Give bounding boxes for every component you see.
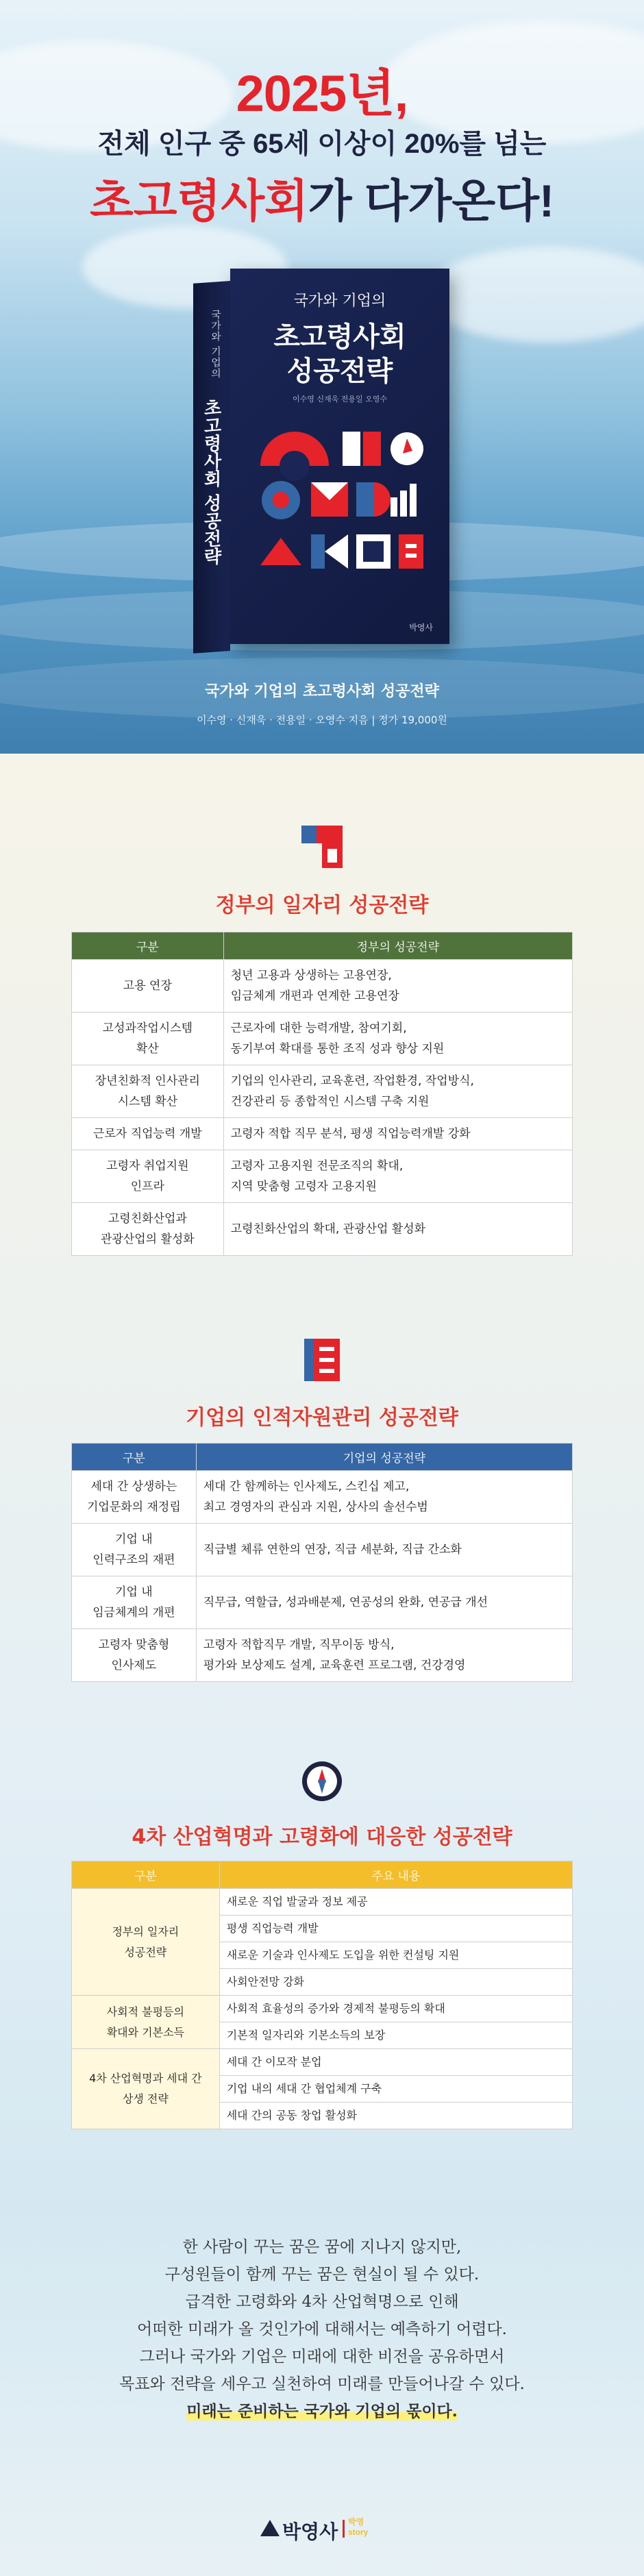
table-row [72, 1524, 573, 1576]
hero-year: 2025년, [236, 65, 408, 122]
spine-subtitle: 국가와 기업의 [210, 308, 222, 380]
headline-rest: 가 다가온다! [308, 175, 554, 226]
table-row [72, 1471, 573, 1524]
row-strategy: 직급별 체류 연한의 연장, 직급 세분화, 직급 간소화 [196, 1524, 572, 1576]
headline-red: 초고령사회 [90, 175, 308, 226]
group-item: 새로운 기술과 인사제도 도입을 위한 컨설팅 지원 [219, 1942, 572, 1969]
book-caption: 국가와 기업의 초고령사회 성공전략 [205, 683, 439, 700]
row-strategy: 청년 고용과 상생하는 고용연장, 임금체계 개편과 연계한 고용연장 [223, 960, 572, 1013]
closing-highlight: 미래는 준비하는 국가와 기업의 몫이다. [186, 2402, 458, 2420]
row-category: 고령친화산업과 관광산업의 활성화 [72, 1203, 224, 1256]
spine-title: 초고령사회 성공전략 [201, 397, 221, 567]
group-label: 사회적 불평등의 확대와 기본소득 [72, 1996, 220, 2049]
book-spine [193, 281, 230, 654]
row-strategy: 세대 간 함께하는 인사제도, 스킨십 제고, 최고 경영자의 관심과 지원, 상사의 솔선수범 [196, 1471, 572, 1524]
cover-publisher: 박영사 [409, 623, 433, 632]
table-row [72, 1576, 573, 1629]
row-category: 기업 내 인력구조의 재편 [72, 1524, 197, 1576]
row-category: 기업 내 임금체계의 개편 [72, 1576, 197, 1629]
book-authors-price: 이수영 · 신재욱 · 전용일 · 오영수 지음 | 정가 19,000원 [197, 714, 447, 726]
closing-line: 급격한 고령화와 4차 산업혁명으로 인해 [185, 2293, 459, 2311]
row-strategy: 고령친화산업의 확대, 관광산업 활성화 [223, 1203, 572, 1256]
table-row [72, 1065, 573, 1118]
section2-table [71, 1443, 573, 1682]
group-item: 새로운 직업 발굴과 정보 제공 [219, 1889, 572, 1916]
closing-message [0, 2233, 644, 2425]
table-row [72, 960, 573, 1013]
hero-headline [0, 164, 644, 230]
table-row [72, 1996, 573, 2022]
table-header: 구분 [72, 1444, 197, 1471]
row-strategy: 고령자 적합직무 개발, 직무이동 방식, 평가와 보상제도 설계, 교육훈련 프로그램, 건강경영 [196, 1629, 572, 1682]
hero-banner [0, 0, 644, 754]
group-item: 세대 간 이모작 분업 [219, 2049, 572, 2076]
row-strategy: 고령자 적합 직무 분석, 평생 직업능력개발 강화 [223, 1118, 572, 1150]
table-header: 구분 [72, 1861, 220, 1889]
closing-line: 그러나 국가와 기업은 미래에 대한 비전을 공유하면서 [139, 2348, 505, 2366]
section1-table [71, 932, 573, 1256]
group-item: 평생 직업능력 개발 [219, 1916, 572, 1942]
section3-table [71, 1861, 573, 2129]
table-header: 정부의 성공전략 [223, 932, 572, 960]
table-row [72, 1118, 573, 1150]
row-category: 세대 간 상생하는 기업문화의 재정립 [72, 1471, 197, 1524]
footer-publisher-name: 박영사 [282, 2521, 338, 2542]
cover-pattern-icon [253, 418, 426, 589]
footer-logo [260, 2516, 397, 2543]
cover-line2: 초고령사회 [273, 321, 406, 353]
table-header: 기업의 성공전략 [196, 1444, 572, 1471]
closing-line: 구성원들이 함께 꾸는 꿈은 현실이 될 수 있다. [164, 2266, 480, 2283]
book-image [193, 269, 454, 652]
row-category: 고령자 취업지원 인프라 [72, 1150, 224, 1203]
table-row [72, 1203, 573, 1256]
section3-title: 4차 산업혁명과 고령화에 대응한 성공전략 [132, 1825, 512, 1849]
cover-line3: 성공전략 [286, 356, 393, 387]
footer-story-mark: 박영 story [348, 2517, 369, 2537]
closing-line: 목표와 전략을 세우고 실천하여 미래를 만들어나갈 수 있다. [119, 2375, 525, 2393]
book-cover [230, 269, 449, 644]
table-row [72, 2049, 573, 2076]
row-strategy: 직무급, 역할급, 성과배분제, 연공성의 완화, 연공급 개선 [196, 1576, 572, 1629]
section2-title: 기업의 인적자원관리 성공전략 [186, 1406, 458, 1430]
table-header: 주요 내용 [219, 1861, 572, 1889]
section3-compass-icon [301, 1761, 343, 1802]
group-item: 세대 간의 공동 창업 활성화 [219, 2103, 572, 2129]
group-label: 4차 산업혁명과 세대 간 상생 전략 [72, 2049, 220, 2129]
cover-line1: 국가와 기업의 [293, 293, 386, 310]
section1-icon [301, 826, 343, 868]
closing-line: 한 사람이 꾸는 꿈은 꿈에 지나지 않지만, [182, 2238, 462, 2256]
row-category: 고성과작업시스템 확산 [72, 1013, 224, 1065]
row-category: 고용 연장 [72, 960, 224, 1013]
group-item: 사회안전망 강화 [219, 1969, 572, 1996]
section2-icon [304, 1339, 340, 1381]
row-strategy: 고령자 고용지원 전문조직의 확대, 지역 맞춤형 고령자 고용지원 [223, 1150, 572, 1203]
cover-authors: 이수영 신재욱 전용일 오영수 [292, 395, 387, 404]
section1-title: 정부의 일자리 성공전략 [215, 893, 429, 917]
table-row [72, 1013, 573, 1065]
table-row [72, 1150, 573, 1203]
group-item: 사회적 효율성의 증가와 경제적 불평등의 확대 [219, 1996, 572, 2022]
closing-last-line [0, 2398, 644, 2425]
closing-line: 어떠한 미래가 올 것인가에 대해서는 예측하기 어렵다. [137, 2320, 507, 2338]
row-category: 고령자 맞춤형 인사제도 [72, 1629, 197, 1682]
row-category: 근로자 직업능력 개발 [72, 1118, 224, 1150]
table-row [72, 1889, 573, 1916]
group-item: 기업 내의 세대 간 협업체계 구축 [219, 2076, 572, 2103]
row-category: 장년친화적 인사관리 시스템 확산 [72, 1065, 224, 1118]
table-row [72, 1629, 573, 1682]
group-label: 정부의 일자리 성공전략 [72, 1889, 220, 1996]
group-item: 기본적 일자리와 기본소득의 보장 [219, 2022, 572, 2049]
hero-subtitle: 전체 인구 중 65세 이상이 20%를 넘는 [97, 129, 547, 159]
row-strategy: 근로자에 대한 능력개발, 참여기회, 동기부여 확대를 통한 조직 성과 향상 지원 [223, 1013, 572, 1065]
publisher-logo-icon [260, 2520, 280, 2536]
row-strategy: 기업의 인사관리, 교육훈련, 작업환경, 작업방식, 건강관리 등 종합적인 시스템 구축 지원 [223, 1065, 572, 1118]
logo-divider [343, 2520, 345, 2538]
table-header: 구분 [72, 932, 224, 960]
